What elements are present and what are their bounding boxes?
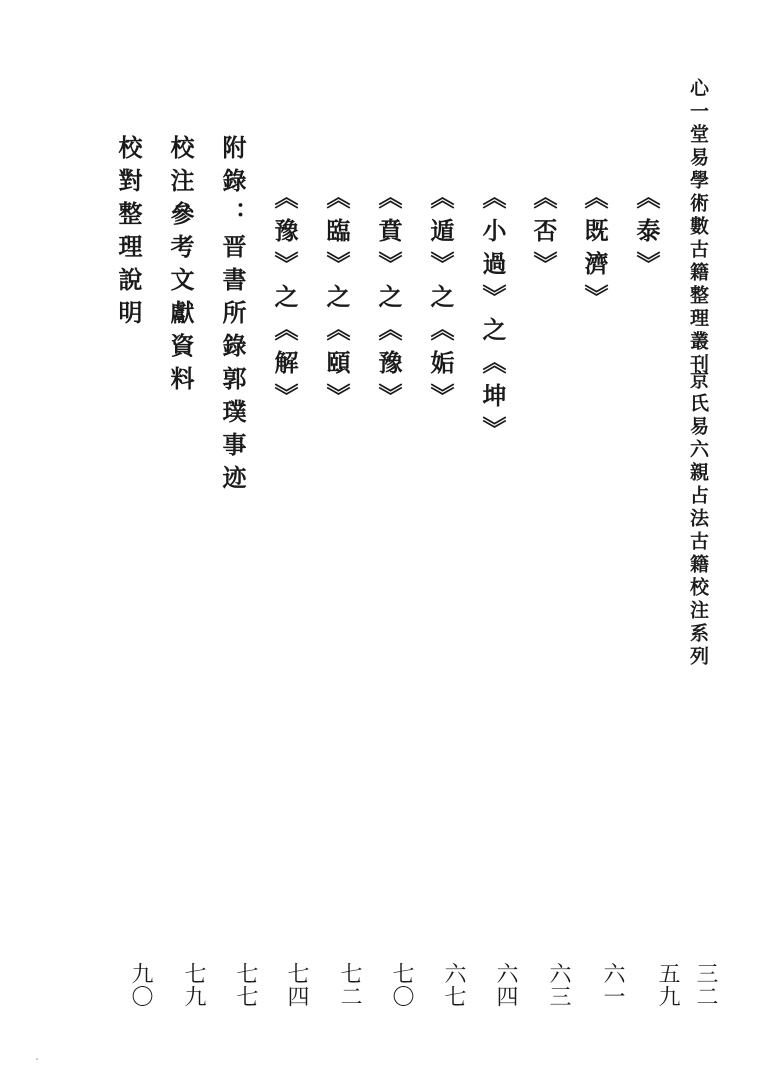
page-number-10: 七七: [233, 962, 258, 1008]
toc-entry-8[interactable]: 《豫》之《解》: [270, 185, 299, 416]
page-number-2: 五九: [655, 962, 680, 1008]
page-number-6: 六七: [441, 962, 466, 1008]
page-number-7: 七〇: [389, 962, 414, 1008]
toc-entry-10[interactable]: 校注參考文獻資料: [166, 135, 195, 399]
page-number-8: 七二: [337, 962, 362, 1008]
toc-entry-5[interactable]: 《遁》之《姤》: [426, 185, 455, 416]
toc-entry-7[interactable]: 《臨》之《頤》: [322, 185, 351, 416]
page-number-1: 三二: [693, 962, 718, 1008]
page-number-4: 六三: [546, 962, 571, 1008]
page-number-12: 九〇: [128, 962, 153, 1008]
page-number-11: 七九: [181, 962, 206, 1008]
toc-entry-11[interactable]: 校對整理說明: [114, 135, 143, 333]
toc-entry-1[interactable]: 《泰》: [632, 185, 661, 284]
toc-entry-6[interactable]: 《賁》之《豫》: [374, 185, 403, 416]
toc-entry-2[interactable]: 《既濟》: [580, 185, 609, 317]
series-title: 心一堂易學術數古籍整理叢刊: [687, 78, 709, 377]
toc-entry-9[interactable]: 附錄：晋書所錄郭璞事迹: [218, 135, 247, 498]
toc-entry-4[interactable]: 《小過》之《坤》: [478, 185, 507, 449]
scan-speck: [36, 1058, 38, 1060]
page-number-9: 七四: [284, 962, 309, 1008]
subseries-title: 京氏易六親占法古籍校注系列: [687, 370, 709, 669]
page-number-5: 六四: [493, 962, 518, 1008]
toc-entry-3[interactable]: 《否》: [529, 185, 558, 284]
page-number-3: 六一: [600, 962, 625, 1008]
